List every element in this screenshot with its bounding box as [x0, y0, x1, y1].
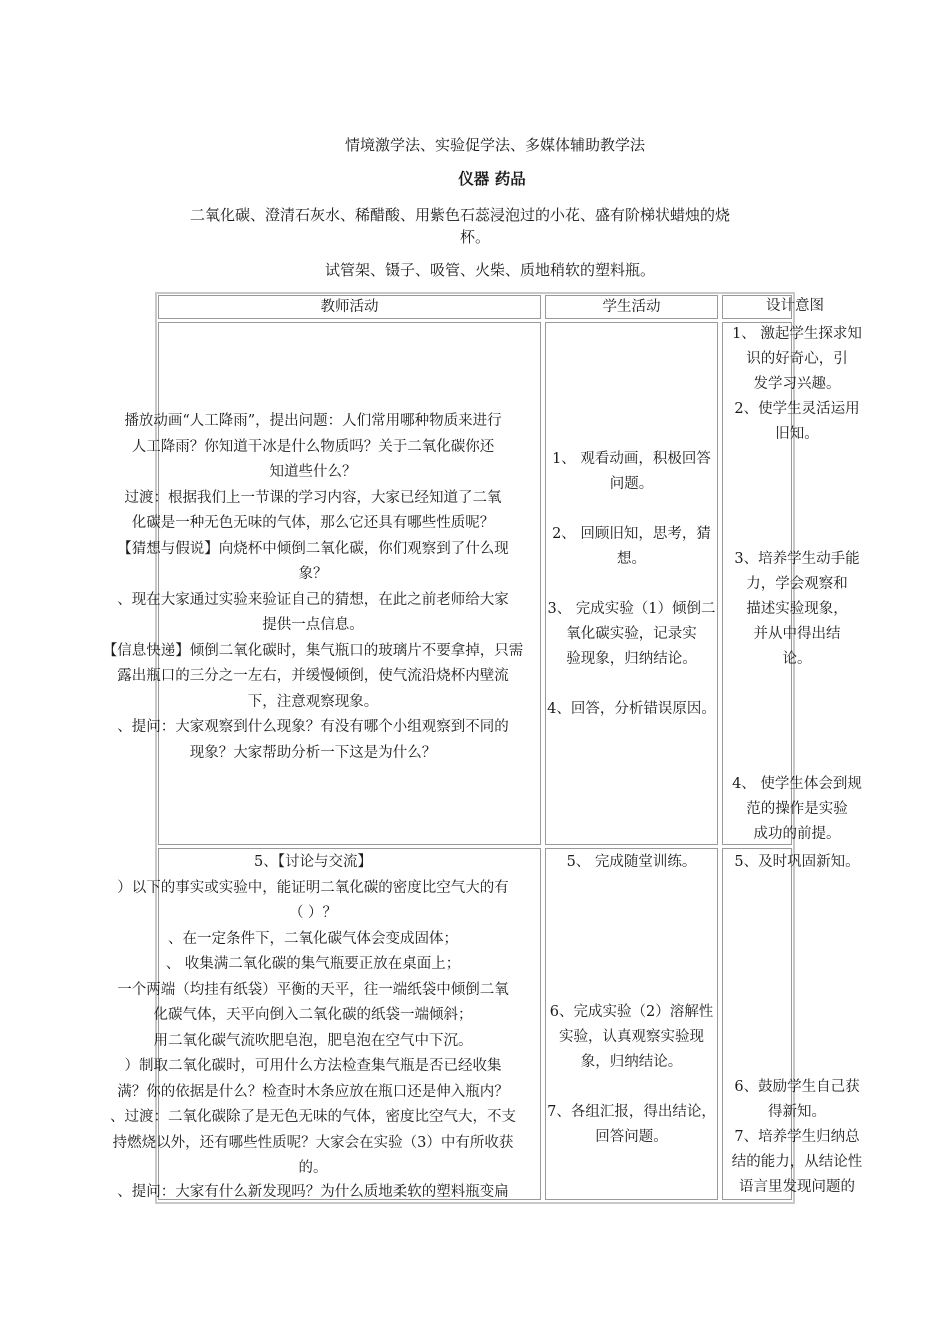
text-line: 人工降雨？你知道干冰是什么物质吗？关于二氧化碳你还	[131, 439, 495, 455]
text-line: 化碳是一种无色无味的气体，那么它还具有哪些性质呢？	[131, 515, 495, 531]
text-line: 结的能力，从结论性	[731, 1154, 863, 1170]
text-line: 发学习兴趣。	[753, 376, 841, 392]
text-line: 范的操作是实验	[746, 801, 848, 817]
row1-student-cell	[545, 322, 718, 845]
text-line: 满？你的依据是什么？检查时木条应放在瓶口还是伸入瓶内？	[117, 1084, 509, 1100]
text-line: 1、 观看动画，积极回答	[552, 451, 711, 467]
header-student: 学生活动	[602, 299, 661, 315]
text-line: 过渡：根据我们上一节课的学习内容，大家已经知道了二氧	[124, 490, 502, 506]
text-line: 播放动画“人工降雨”，提出问题：人们常用哪种物质来进行	[124, 413, 502, 429]
text-line: 想。	[617, 551, 646, 567]
materials-line-2: 杯。	[459, 228, 490, 246]
text-line: 用二氧化碳气流吹肥皂泡，肥皂泡在空气中下沉。	[153, 1033, 473, 1049]
header-teacher: 教师活动	[320, 299, 379, 315]
text-line: 象？	[298, 566, 328, 582]
text-line: 5、【讨论与交流】	[254, 854, 372, 870]
text-line: 提供一点信息。	[262, 617, 364, 633]
text-line: 回答问题。	[595, 1129, 668, 1145]
text-line: 下，注意观察现象。	[247, 694, 379, 710]
equipment-line: 试管架、镊子、吸管、火柴、质地稍软的塑料瓶。	[324, 261, 655, 279]
text-line: 6、鼓励学生自己获	[734, 1079, 860, 1095]
text-line: 3、 完成实验（1）倾倒二	[547, 601, 716, 617]
text-line: ）以下的事实或实验中，能证明二氧化碳的密度比空气大的有	[117, 880, 509, 896]
text-line: 5、 完成随堂训练。	[566, 854, 697, 870]
header-cell-teacher	[158, 295, 541, 319]
text-line: 、在一定条件下，二氧化碳气体会变成固体；	[168, 931, 458, 947]
text-line: 成功的前提。	[753, 826, 841, 842]
text-line: 3、培养学生动手能	[734, 551, 860, 567]
text-line: 知道些什么？	[269, 464, 357, 480]
text-line: 4、 使学生体会到规	[732, 776, 862, 792]
text-line: 论。	[782, 651, 812, 667]
teaching-methods: 情境激学法、实验促学法、多媒体辅助教学法	[344, 136, 645, 154]
text-line: 的。	[298, 1160, 328, 1176]
text-line: 化碳气体，天平向倒入二氧化碳的纸袋一端倾斜；	[153, 1007, 473, 1023]
text-line: 6、完成实验（2）溶解性	[549, 1004, 714, 1020]
text-line: 语言里发现问题的	[739, 1179, 855, 1195]
text-line: （ ）？	[288, 905, 338, 921]
text-line: 7、培养学生归纳总	[734, 1129, 860, 1145]
text-line: 2、使学生灵活运用	[734, 401, 860, 417]
text-line: 、现在大家通过实验来验证自己的猜想，在此之前老师给大家	[117, 592, 509, 608]
text-line: ）制取二氧化碳时，可用什么方法检查集气瓶是否已经收集	[124, 1058, 502, 1074]
text-line: 2、 回顾旧知，思考，猜	[552, 526, 711, 542]
text-line: 5、及时巩固新知。	[734, 854, 860, 870]
header-intent: 设计意图	[766, 298, 824, 314]
text-line: 象，归纳结论。	[580, 1054, 683, 1070]
text-line: 、提问：大家观察到什么现象？有没有哪个小组观察到不同的	[117, 719, 509, 735]
text-line: 得新知。	[768, 1104, 826, 1120]
text-line: 识的好奇心，引	[746, 351, 848, 367]
text-line: 4、回答，分析错误原因。	[547, 701, 716, 717]
text-line: 露出瓶口的三分之一左右，并缓慢倾倒，使气流沿烧杯内壁流	[117, 668, 509, 684]
text-line: 1、 激起学生探求知	[732, 326, 862, 342]
text-line: 持燃烧以外，还有哪些性质呢？大家会在实验（3）中有所收获	[112, 1135, 514, 1151]
text-line: 旧知。	[775, 426, 819, 442]
text-line: 、提问：大家有什么新发现吗？为什么质地柔软的塑料瓶变扁	[117, 1184, 509, 1200]
text-line: 并从中得出结	[753, 626, 841, 642]
text-line: 问题。	[609, 476, 654, 492]
text-line: 、过渡：二氧化碳除了是无色无味的气体，密度比空气大，不支	[110, 1109, 516, 1125]
text-line: 氧化碳实验，记录实	[566, 626, 697, 642]
text-line: 现象？大家帮助分析一下这是为什么？	[189, 745, 437, 761]
section-title: 仪器 药品	[458, 170, 526, 188]
text-line: 力，学会观察和	[746, 576, 848, 592]
text-line: 描述实验现象，	[746, 601, 848, 617]
text-line: 【猜想与假说】向烧杯中倾倒二氧化碳，你们观察到了什么现	[117, 541, 509, 557]
text-line: 7、各组汇报，得出结论，	[547, 1104, 716, 1120]
materials-line-1: 二氧化碳、澄清石灰水、稀醋酸、用紫色石蕊浸泡过的小花、盛有阶梯状蜡烛的烧	[190, 206, 731, 224]
text-line: 、 收集满二氧化碳的集气瓶要正放在桌面上；	[165, 956, 461, 972]
text-line: 实验，认真观察实验现	[559, 1029, 704, 1045]
text-line: 一个两端（均挂有纸袋）平衡的天平，往一端纸袋中倾倒二氧	[117, 982, 509, 998]
header-cell-student	[545, 295, 718, 319]
text-line: 验现象，归纳结论。	[566, 651, 697, 667]
text-line: 【信息快递】倾倒二氧化碳时，集气瓶口的玻璃片不要拿掉，只需	[102, 643, 524, 659]
